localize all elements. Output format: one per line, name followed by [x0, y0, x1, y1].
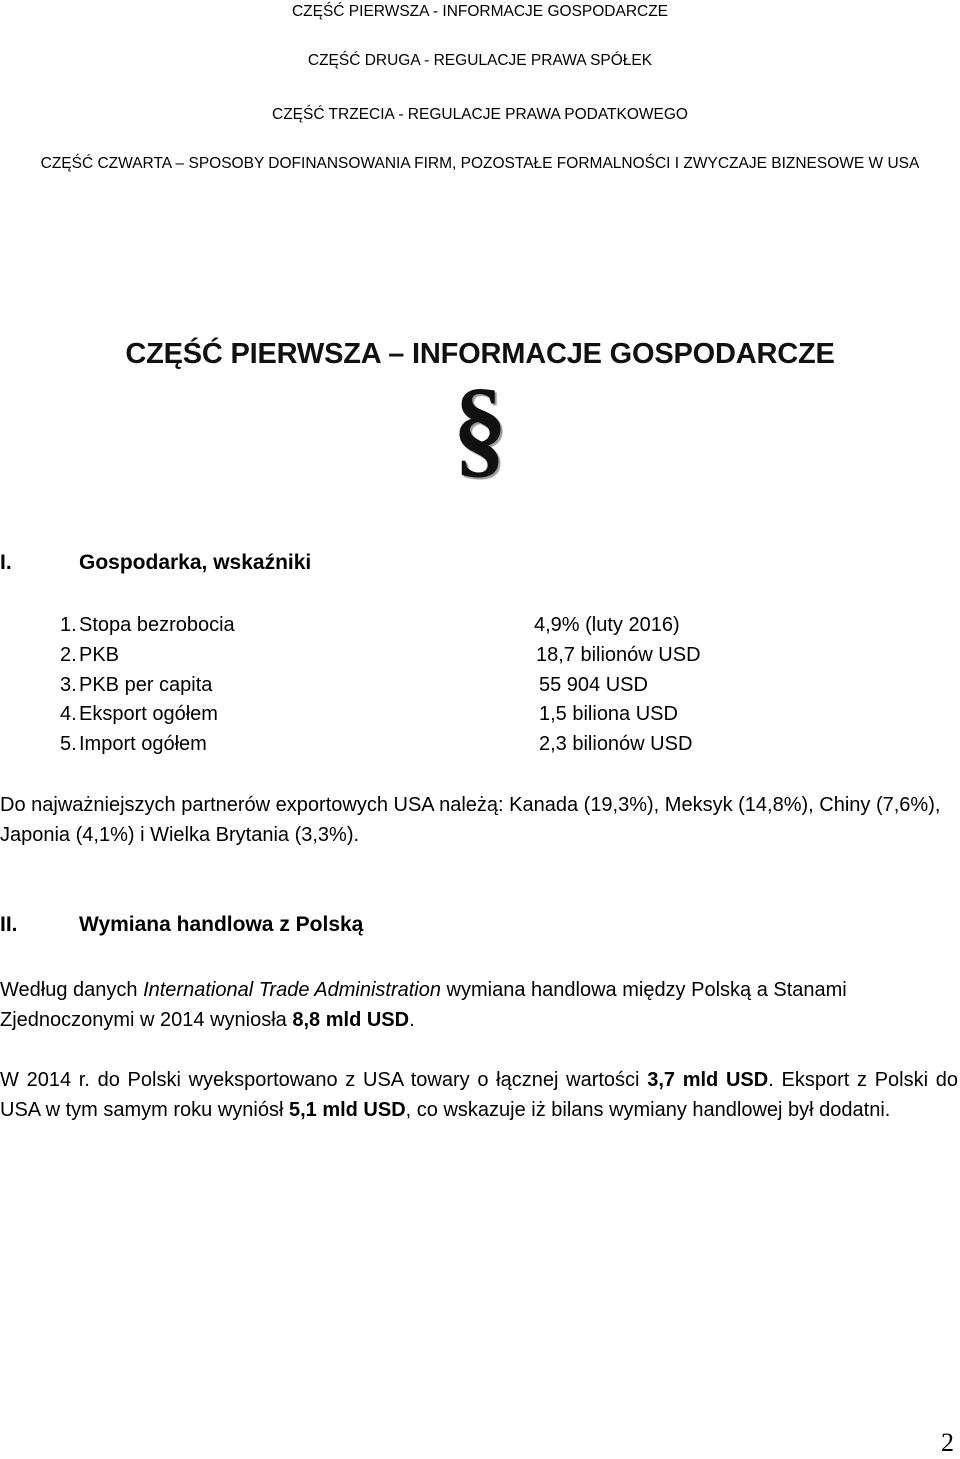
- list-item-label: Eksport ogółem: [79, 703, 218, 725]
- trade-p2-text: . Eksport z Polski do USA w tym samym roku wyniósł: [0, 1069, 959, 1121]
- pl-export-value: 5,1 mld USD: [288, 1099, 406, 1121]
- list-item-number: 5.: [60, 733, 77, 755]
- section2-title: Wymiana handlowa z Polską: [79, 913, 364, 936]
- toc-part1: CZĘŚĆ PIERWSZA - INFORMACJE GOSPODARCZE: [291, 3, 669, 20]
- list-item-value: 4,9% (luty 2016): [534, 614, 680, 636]
- trade-p1-text: Według danych: [0, 979, 144, 1001]
- list-item-label: PKB per capita: [79, 674, 213, 696]
- section1-title: Gospodarka, wskaźniki: [79, 551, 312, 574]
- trade-p2-text: W 2014 r. do Polski wyeksportowano z USA towary o łącznej wartości: [0, 1069, 648, 1091]
- list-item-number: 1.: [60, 614, 77, 636]
- list-item-label: Stopa bezrobocia: [79, 614, 235, 636]
- trade-p2-text: , co wskazuje iż bilans wymiany handlowej był dodatni.: [405, 1099, 891, 1121]
- list-item-value: 2,3 bilionów USD: [539, 733, 693, 755]
- us-export-value: 3,7 mld USD: [647, 1069, 769, 1091]
- toc-part4: CZĘŚĆ CZWARTA – SPOSOBY DOFINANSOWANIA FIRM, POZOSTAŁE FORMALNOŚCI I ZWYCZAJE BIZNESOWE W USA: [40, 155, 920, 172]
- trade-paragraph-2: [0, 1065, 958, 1125]
- toc-part2: CZĘŚĆ DRUGA - REGULACJE PRAWA SPÓŁEK: [307, 52, 653, 69]
- toc-part3: CZĘŚĆ TRZECIA - REGULACJE PRAWA PODATKOWEGO: [272, 106, 688, 123]
- trade-paragraph-1: [0, 975, 958, 1035]
- trade-total-value: 8,8 mld USD: [292, 1009, 410, 1031]
- list-item-number: 4.: [60, 703, 77, 725]
- list-item-number: 3.: [60, 674, 77, 696]
- list-item-label: Import ogółem: [79, 733, 207, 755]
- trade-p1-text: wymiana handlowa między Polską a Stanami Zjednoczonymi w 2014 wyniosła: [0, 979, 847, 1031]
- ita-source: International Trade Administration: [143, 979, 441, 1001]
- page-number: 2: [941, 1428, 954, 1457]
- section-symbol-icon: §: [452, 366, 508, 488]
- section2-number: II.: [0, 913, 18, 936]
- section1-number: I.: [0, 551, 12, 574]
- list-item-value: 18,7 bilionów USD: [536, 644, 701, 666]
- list-item-value: 1,5 biliona USD: [539, 703, 678, 725]
- partners-paragraph: Do najważniejszych partnerów exportowych USA należą: Kanada (19,3%), Meksyk (14,8%), Chiny (7,6%), Japonia (4,1%) i Wielka Brytania (3,3%).: [0, 794, 941, 846]
- list-item-value: 55 904 USD: [539, 674, 648, 696]
- trade-p1-end: .: [409, 1009, 415, 1031]
- list-item-number: 2.: [60, 644, 77, 666]
- list-item-label: PKB: [79, 644, 120, 666]
- main-title: CZĘŚĆ PIERWSZA – INFORMACJE GOSPODARCZE: [125, 338, 835, 370]
